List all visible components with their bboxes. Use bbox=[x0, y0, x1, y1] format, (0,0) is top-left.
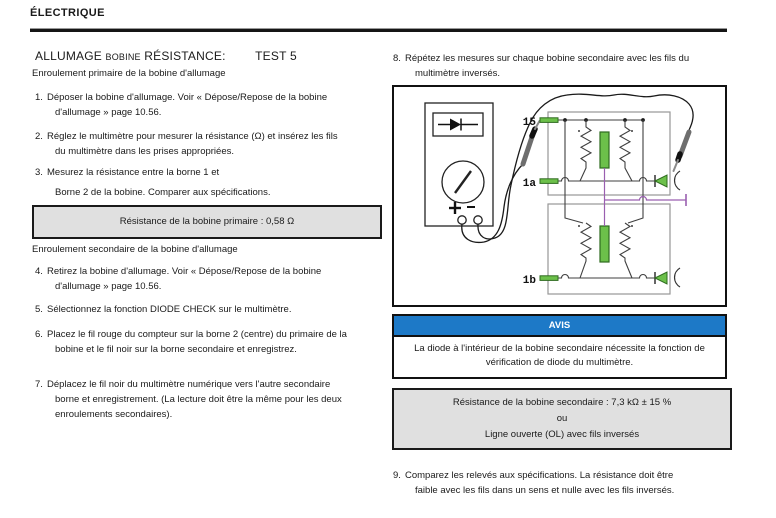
step-8: 8. Répétez les mesures sur chaque bobine secondaire avec les fils du multimètre inversés. bbox=[393, 53, 690, 79]
secondary-diode-top bbox=[655, 175, 667, 187]
heading-test: TEST 5 bbox=[255, 49, 297, 63]
heading-bobine: BOBINE bbox=[105, 52, 141, 62]
test-diagram bbox=[394, 87, 725, 305]
secondary-spec-line3: Ligne ouverte (OL) avec fils inversés bbox=[484, 429, 640, 440]
coil-core-top bbox=[600, 132, 609, 168]
heading-resistance: RÉSISTANCE: bbox=[144, 49, 226, 63]
section-heading bbox=[35, 49, 381, 63]
secondary-spec-box bbox=[392, 388, 732, 450]
subheading-secondary: Enroulement secondaire de la bobine d'allumage bbox=[32, 244, 238, 255]
winding-top-right bbox=[620, 120, 632, 181]
drop-right bbox=[628, 120, 643, 223]
ht-lead bbox=[605, 168, 687, 226]
drop-left bbox=[565, 120, 583, 223]
winding-top-left bbox=[580, 120, 591, 181]
secondary-line-1b bbox=[558, 275, 655, 279]
avis-notice-box bbox=[392, 314, 727, 379]
secondary-diode-bottom bbox=[655, 272, 667, 284]
spark-gap-top bbox=[675, 171, 680, 190]
header-rule bbox=[30, 28, 727, 32]
terminal-1b-label: 1b bbox=[522, 275, 536, 287]
test-lead-wires bbox=[462, 94, 693, 242]
secondary-line-1a bbox=[558, 178, 655, 182]
test-diagram-figure bbox=[392, 85, 727, 307]
secondary-spec-line2: ou bbox=[556, 413, 568, 424]
step-2: 2. Réglez le multimètre pour mesurer la résistance (Ω) et insérez les fils du multimètre dans les prises appropriées. bbox=[35, 131, 338, 157]
step-9: 9. Comparez les relevés aux spécifications. La résistance doit être faible avec les fils dans un sens et nulle avec les fils inversés. bbox=[393, 470, 675, 496]
step-5: 5. Sélectionnez la fonction DIODE CHECK sur le multimètre. bbox=[35, 304, 292, 315]
primary-spec-text: Résistance de la bobine primaire : 0,58 Ω bbox=[119, 216, 295, 227]
winding-bottom-left bbox=[580, 223, 591, 278]
secondary-spec-line1: Résistance de la bobine secondaire : 7,3 kΩ ± 15 % bbox=[452, 397, 672, 408]
primary-spec-box bbox=[32, 205, 382, 239]
step-4: 4. Retirez la bobine d'allumage. Voir « Dépose/Repose de la bobine d'allumage » page 10.56. bbox=[35, 266, 322, 292]
avis-body: La diode à l'intérieur de la bobine secondaire nécessite la fonction de vérification de diode du multimètre. bbox=[414, 343, 705, 368]
step-7: 7. Déplacez le fil noir du multimètre numérique vers l'autre secondaire borne et enregistrement. (La lecture doit être la même pour les deux enroulements secondaires). bbox=[35, 379, 342, 420]
step-6: 6. Placez le fil rouge du compteur sur la borne 2 (centre) du primaire de la bobine et le fil noir sur la borne secondaire et enregistrez. bbox=[35, 329, 347, 355]
spark-gap-bottom bbox=[675, 268, 680, 287]
multimeter bbox=[425, 103, 493, 226]
terminal-1b-bar bbox=[540, 276, 558, 281]
coil-core-bottom bbox=[600, 226, 609, 262]
terminal-1a-bar bbox=[540, 179, 558, 184]
avis-title: AVIS bbox=[394, 316, 725, 337]
terminal-15-bar bbox=[540, 118, 558, 123]
terminal-15-label: 15 bbox=[522, 117, 536, 129]
heading-allumage: ALLUMAGE bbox=[35, 49, 102, 63]
subheading-primary: Enroulement primaire de la bobine d'allumage bbox=[32, 68, 226, 79]
step-1: 1. Déposer la bobine d'allumage. Voir « Dépose/Repose de la bobine d'allumage » page 10.56. bbox=[35, 92, 328, 118]
winding-bottom-right bbox=[620, 223, 632, 278]
page-title: ÉLECTRIQUE bbox=[30, 7, 105, 19]
probe-right bbox=[674, 132, 690, 171]
terminal-1a-label: 1a bbox=[522, 178, 536, 190]
step-3: 3. Mesurez la résistance entre la borne 1 et Borne 2 de la bobine. Comparer aux spécifications. bbox=[35, 167, 271, 198]
